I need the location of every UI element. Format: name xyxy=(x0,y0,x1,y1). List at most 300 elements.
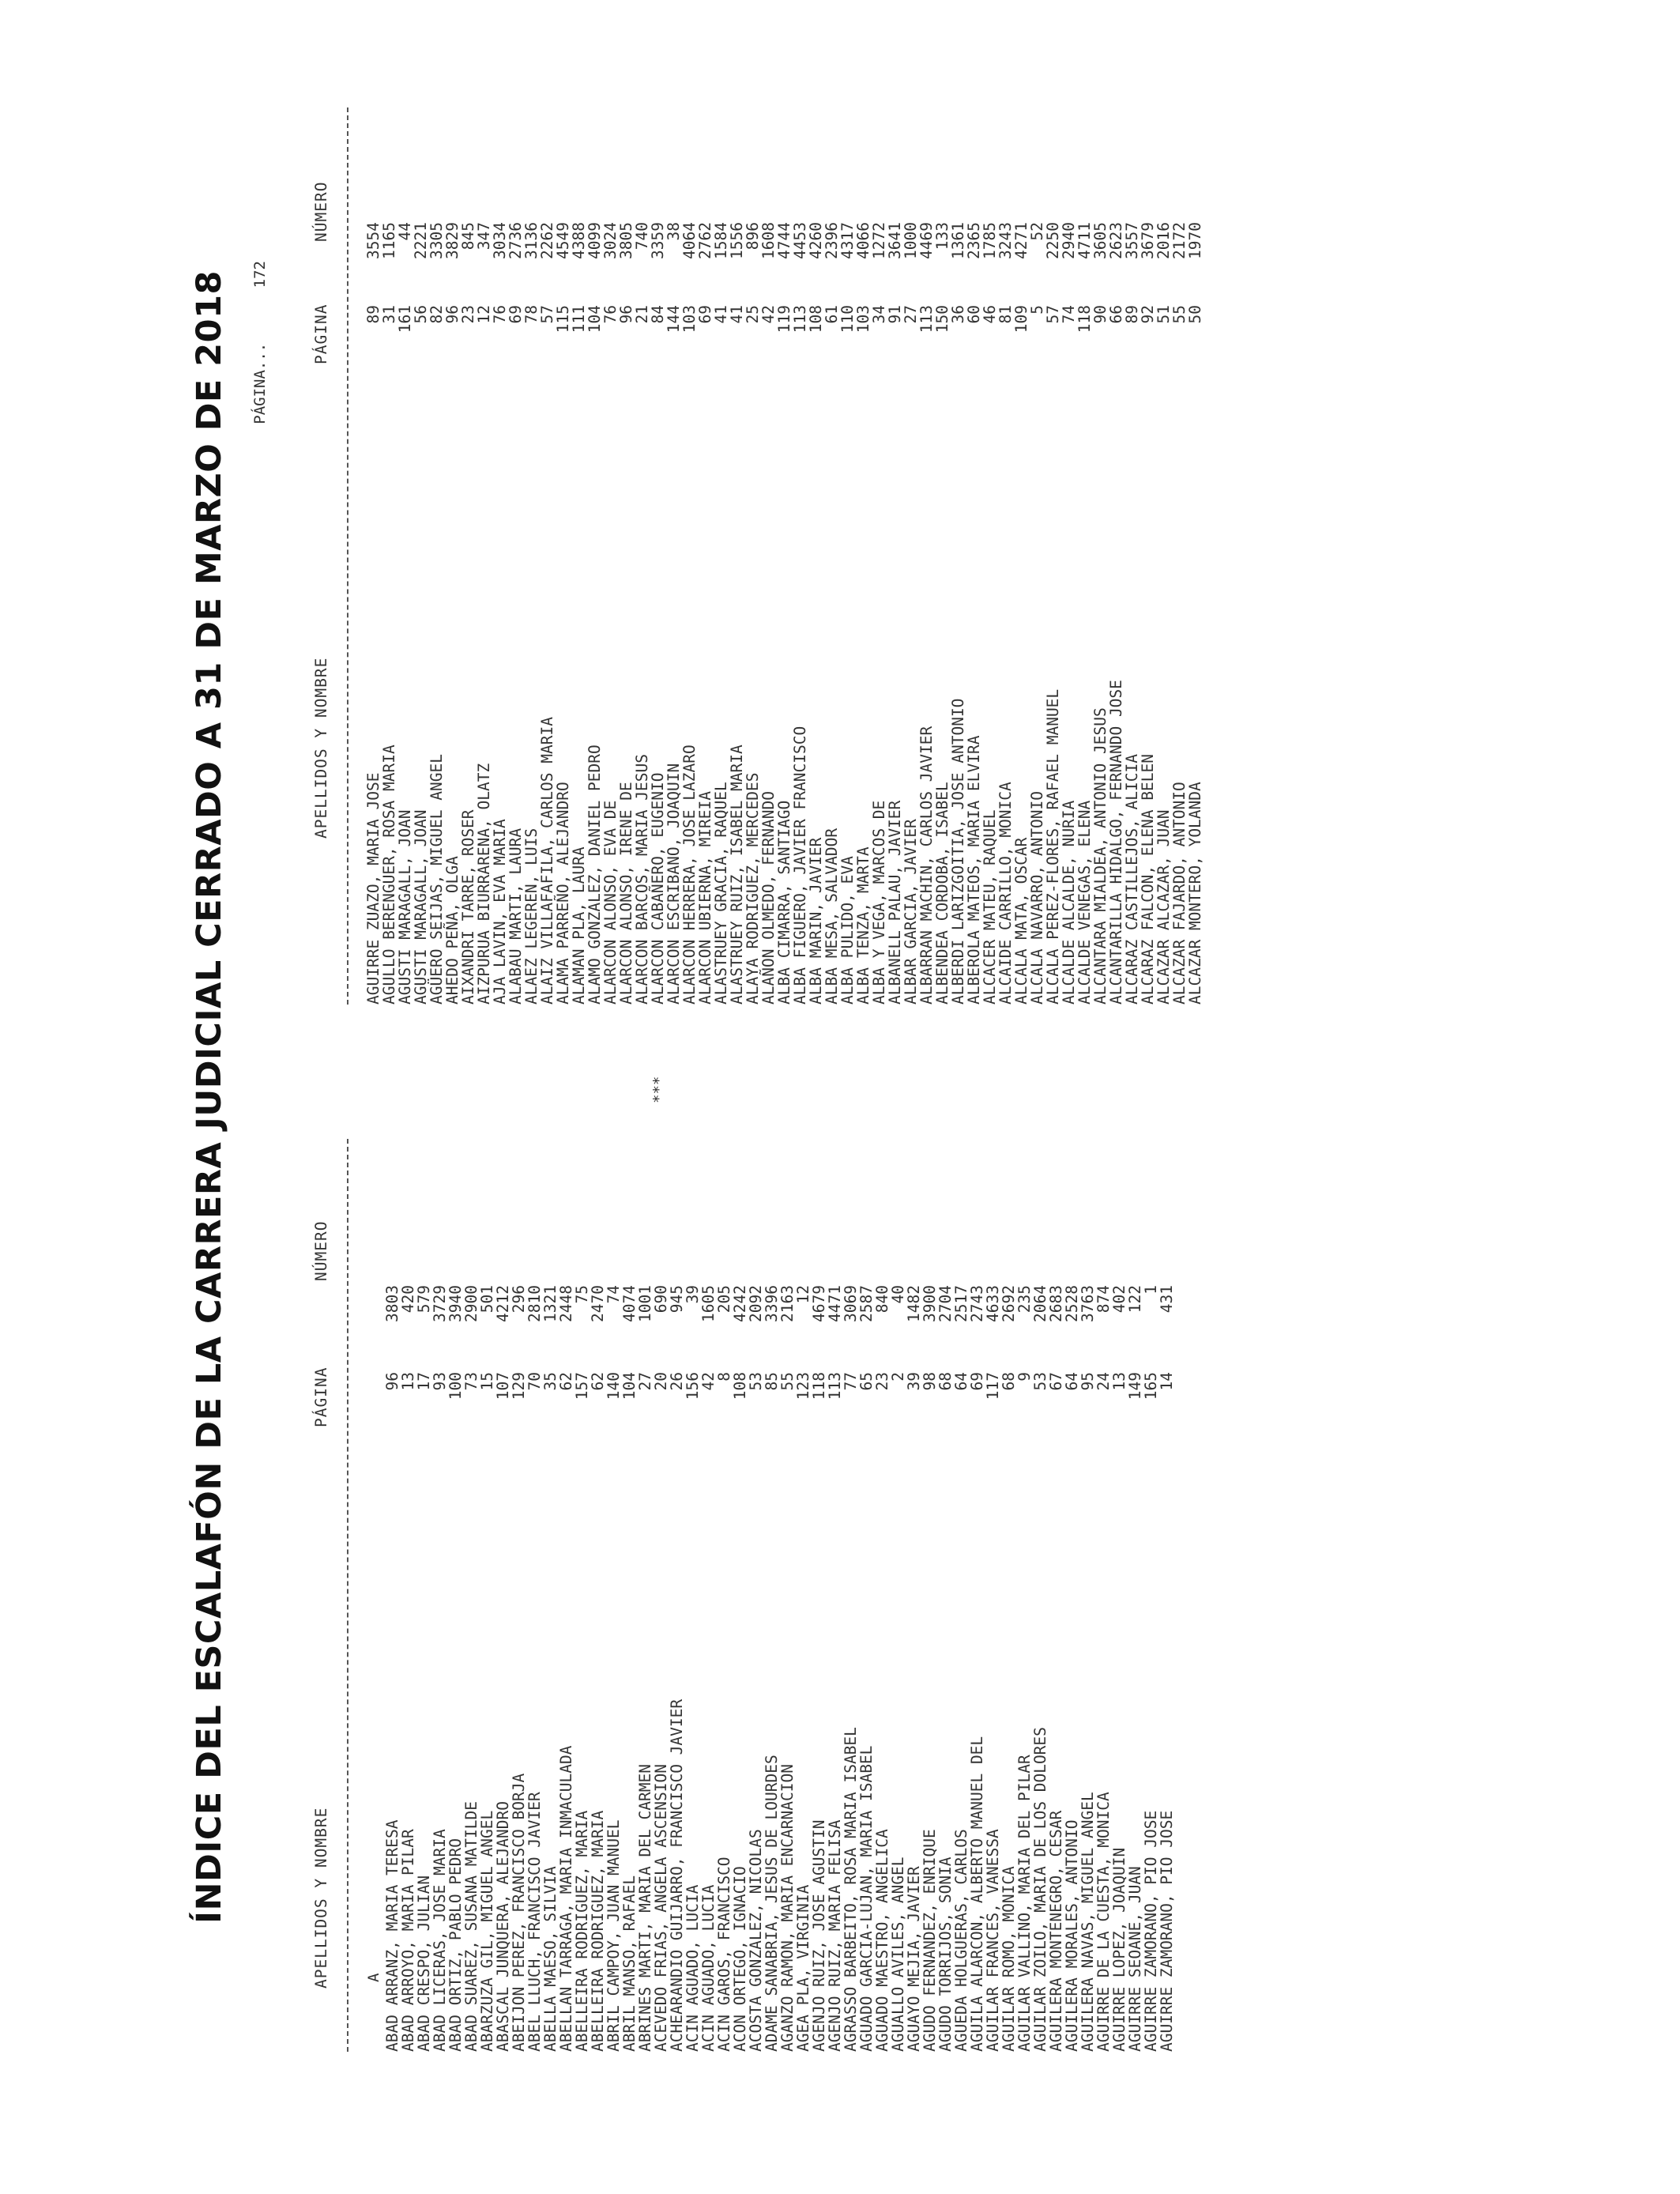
index-row xyxy=(682,107,698,1005)
row-page: 53 xyxy=(1031,1372,1049,1391)
row-number: 3900 xyxy=(921,1285,939,1322)
row-number: 2762 xyxy=(696,222,714,259)
row-page: 111 xyxy=(570,305,588,334)
row-number: 740 xyxy=(633,222,651,251)
index-row xyxy=(432,1139,448,2052)
row-number: 690 xyxy=(652,1285,670,1314)
row-name: ALBA MESA, SALVADOR xyxy=(823,827,841,1005)
index-row xyxy=(714,107,729,1005)
row-page: 46 xyxy=(981,305,999,324)
row-name: ABAD LICERAS, JOSE MARIA xyxy=(431,1829,449,2052)
row-page: 24 xyxy=(1094,1372,1113,1391)
row-name: AGUIRRE SEOANE, JUAN xyxy=(1126,1866,1144,2052)
row-page: 70 xyxy=(525,1372,544,1391)
row-page: 92 xyxy=(1139,305,1157,324)
row-page: 150 xyxy=(933,305,951,334)
row-name: AGUEDA HOLGUERAS, CARLOS xyxy=(952,1829,970,2052)
index-row xyxy=(429,107,445,1005)
row-name: AGÜERO SEIJAS, MIGUEL ANGEL xyxy=(428,754,446,1005)
row-number: 235 xyxy=(1015,1285,1034,1314)
row-page: 12 xyxy=(475,305,493,324)
row-number: 39 xyxy=(684,1285,702,1304)
index-row xyxy=(587,107,603,1005)
index-row xyxy=(508,107,524,1005)
row-name: ALARCON UBIERNA, MIREIA xyxy=(696,790,714,1005)
row-number: 2743 xyxy=(968,1285,986,1322)
index-row xyxy=(1049,1139,1064,2052)
row-page: 96 xyxy=(443,305,461,324)
row-name: ALASTRUEY GRACIA, RAQUEL xyxy=(712,782,730,1005)
row-number: 501 xyxy=(478,1285,496,1314)
row-page: 23 xyxy=(873,1372,891,1391)
row-number: 2683 xyxy=(1047,1285,1065,1322)
row-number: 431 xyxy=(1158,1285,1176,1314)
row-page: 23 xyxy=(459,305,477,324)
page-indicator xyxy=(251,261,269,424)
row-page: 104 xyxy=(620,1372,638,1400)
row-name: ACEVEDO FRIAS, ANGELA ASCENSION xyxy=(652,1764,670,2052)
row-number: 3396 xyxy=(763,1285,781,1322)
row-name: AGUDO FERNANDEZ, ENRIQUE xyxy=(921,1829,939,2052)
index-row xyxy=(619,107,635,1005)
index-row xyxy=(748,1139,764,2052)
index-row xyxy=(843,1139,859,2052)
row-page: 108 xyxy=(807,305,825,334)
row-page: 57 xyxy=(1044,305,1062,324)
row-name: ALARCON BARCOS, MARIA JESUS xyxy=(633,754,651,1005)
index-row xyxy=(543,1139,559,2052)
row-page: 39 xyxy=(905,1372,923,1391)
index-row xyxy=(998,107,1014,1005)
row-page: 27 xyxy=(902,305,920,324)
row-name: AGUILERA NAVAS, MIGUEL ANGEL xyxy=(1079,1792,1097,2052)
row-name: AGUAYO MEJIA, JAVIER xyxy=(905,1866,923,2052)
index-row xyxy=(477,107,492,1005)
row-number: 1272 xyxy=(870,222,888,259)
row-name: AGUADO MAESTRO, ANGELICA xyxy=(873,1829,891,2052)
row-number: 3554 xyxy=(364,222,382,259)
row-name: ABAD ARRANZ, MARIA TERESA xyxy=(383,1819,401,2052)
row-page: 55 xyxy=(778,1372,797,1391)
row-number: 2064 xyxy=(1031,1285,1049,1322)
page-indicator-label: PÁGINA... xyxy=(251,342,269,424)
row-name: AGENJO RUIZ, JOSE AGUSTIN xyxy=(810,1819,828,2052)
row-page: 5 xyxy=(1028,305,1046,315)
row-name: ALCACER MATEU, RAQUEL xyxy=(981,809,999,1005)
index-row xyxy=(1124,107,1140,1005)
index-row xyxy=(1080,1139,1096,2052)
row-number: 2900 xyxy=(462,1285,480,1322)
index-row xyxy=(808,107,824,1005)
row-page: 113 xyxy=(826,1372,844,1400)
index-row xyxy=(461,107,477,1005)
index-row xyxy=(1030,107,1045,1005)
row-number: 4064 xyxy=(680,222,699,259)
row-number: 2810 xyxy=(525,1285,544,1322)
row-number: 2172 xyxy=(1170,222,1188,259)
row-number: 3136 xyxy=(522,222,541,259)
row-name: ACHEARANDIO GUIJARRO, FRANCISCO JAVIER xyxy=(668,1698,686,2052)
row-number: 4469 xyxy=(917,222,936,259)
index-row xyxy=(875,1139,891,2052)
row-page: 51 xyxy=(1155,305,1173,324)
row-number: 75 xyxy=(573,1285,591,1304)
index-row xyxy=(1109,107,1124,1005)
row-name: ALCAZAR ALCAZAR, JUAN xyxy=(1155,809,1173,1005)
row-name: ALASTRUEY RUIZ, ISABEL MARIA xyxy=(728,745,746,1005)
row-page: 104 xyxy=(586,305,604,334)
row-name: ALCANTARA MIALDEA, ANTONIO JESUS xyxy=(1091,707,1109,1005)
row-number: 2092 xyxy=(747,1285,765,1322)
index-row xyxy=(1045,107,1061,1005)
row-number: 1608 xyxy=(759,222,778,259)
row-number: 133 xyxy=(933,222,951,251)
row-page: 68 xyxy=(1000,1372,1018,1391)
row-number: 4260 xyxy=(807,222,825,259)
row-page: 35 xyxy=(541,1372,559,1391)
index-row xyxy=(761,107,777,1005)
column-header xyxy=(304,1139,347,2052)
row-page: 100 xyxy=(446,1372,465,1400)
row-page: 53 xyxy=(747,1372,765,1391)
row-name: ALAEZ LEGEREN, LUIS xyxy=(522,827,541,1005)
row-name: ABELLEIRA RODRIGUEZ, MARIA xyxy=(573,1810,591,2052)
row-name: ALAÑON OLMEDO, FERNANDO xyxy=(759,790,778,1005)
row-page: 42 xyxy=(759,305,778,324)
row-name: ABARZUZA GIL, MIGUEL ANGEL xyxy=(478,1810,496,2052)
row-page: 140 xyxy=(605,1372,623,1400)
index-row xyxy=(401,1139,416,2052)
row-name: ABEIJON PEREZ, FRANCISCO BORJA xyxy=(510,1773,528,2052)
row-name: ALBARRAN MACHIN, CARLOS JAVIER xyxy=(917,726,936,1005)
row-page: 96 xyxy=(383,1372,401,1391)
index-row xyxy=(413,107,429,1005)
row-page: 78 xyxy=(522,305,541,324)
row-name: AGUIRRE ZUAZO, MARIA JOSE xyxy=(364,772,382,1005)
index-row xyxy=(954,1139,970,2052)
row-name: ABASCAL JUNQUERA, ALEJANDRO xyxy=(494,1801,512,2052)
index-row xyxy=(729,107,745,1005)
index-row xyxy=(935,107,951,1005)
row-name: AGUDO TORRIJOS, SONIA xyxy=(936,1857,955,2052)
index-row xyxy=(1033,1139,1049,2052)
row-page: 26 xyxy=(668,1372,686,1391)
row-name: ALCAZAR FAJARDO, ANTONIO xyxy=(1170,782,1188,1005)
row-page: 113 xyxy=(917,305,936,334)
row-name: ALCAZAR MONTERO, YOLANDA xyxy=(1186,782,1204,1005)
row-page: 74 xyxy=(1060,305,1078,324)
row-number: 4271 xyxy=(1012,222,1030,259)
index-row xyxy=(970,1139,985,2052)
row-number: 4744 xyxy=(775,222,793,259)
row-page: 76 xyxy=(601,305,620,324)
row-number: 205 xyxy=(715,1285,733,1314)
row-name: ADAME SANABRIA, JESUS DE LOURDES xyxy=(763,1755,781,2052)
row-number: 4711 xyxy=(1075,222,1094,259)
row-number: 1000 xyxy=(902,222,920,259)
row-number: 1605 xyxy=(699,1285,718,1322)
index-row xyxy=(590,1139,606,2052)
row-name: AGENJO RUIZ, MARIA FELISA xyxy=(826,1819,844,2052)
index-row xyxy=(698,107,714,1005)
row-page: 98 xyxy=(921,1372,939,1391)
row-name: ALAMO GONZALEZ, DANIEL PEDRO xyxy=(586,745,604,1005)
row-page: 73 xyxy=(462,1372,480,1391)
row-number: 1165 xyxy=(380,222,398,259)
row-number: 2692 xyxy=(1000,1285,1018,1322)
row-number: 402 xyxy=(1110,1285,1128,1314)
index-row xyxy=(891,1139,906,2052)
row-name: AGUILERA MONTENEGRO, CESAR xyxy=(1047,1810,1065,2052)
row-page: 68 xyxy=(936,1372,955,1391)
index-row xyxy=(733,1139,748,2052)
row-name: AJA LAVIN, EVA MARIA xyxy=(491,819,509,1005)
row-page: 89 xyxy=(364,305,382,324)
row-number: 845 xyxy=(459,222,477,251)
index-row xyxy=(856,107,872,1005)
row-name: ALAMA PARREÑO, ALEJANDRO xyxy=(554,782,572,1005)
row-number: 296 xyxy=(510,1285,528,1314)
row-page: 62 xyxy=(557,1372,575,1391)
row-number: 2704 xyxy=(936,1285,955,1322)
index-row xyxy=(985,1139,1001,2052)
row-name: ABRINES MARTI, MARIA DEL CARMEN xyxy=(636,1764,654,2052)
row-page: 108 xyxy=(731,1372,749,1400)
row-page: 2 xyxy=(889,1372,907,1382)
index-row xyxy=(495,1139,511,2052)
row-name: ALBEROLA MATEOS, MARIA ELVIRA xyxy=(965,735,983,1005)
row-number: 1001 xyxy=(636,1285,654,1322)
index-row xyxy=(796,1139,812,2052)
row-name: AGUSTI MARAGALL, JOAN xyxy=(396,809,414,1005)
row-page: 62 xyxy=(589,1372,607,1391)
row-name: ACOSTA GONZALEZ, NICOLAS xyxy=(747,1829,765,2052)
header-divider xyxy=(347,107,348,1005)
row-number: 874 xyxy=(1094,1285,1113,1314)
index-row xyxy=(366,107,382,1005)
row-page: 77 xyxy=(842,1372,860,1391)
index-row xyxy=(1001,1139,1017,2052)
index-row xyxy=(650,107,666,1005)
index-row xyxy=(701,1139,717,2052)
row-number: 4633 xyxy=(984,1285,1002,1322)
index-row xyxy=(606,1139,622,2052)
row-number: 4471 xyxy=(826,1285,844,1322)
row-page: 157 xyxy=(573,1372,591,1400)
row-page: 34 xyxy=(870,305,888,324)
row-number: 40 xyxy=(889,1285,907,1304)
row-number: 3829 xyxy=(443,222,461,259)
index-rows-left xyxy=(385,1139,1175,2052)
row-number: 2517 xyxy=(952,1285,970,1322)
row-page: 61 xyxy=(823,305,841,324)
row-page: 144 xyxy=(665,305,683,334)
row-name: ALARCON ESCRIBANO, JOAQUIN xyxy=(665,763,683,1005)
index-row xyxy=(603,107,619,1005)
index-row xyxy=(745,107,761,1005)
marker-asterisks: *** xyxy=(650,1076,668,1103)
row-number: 2587 xyxy=(857,1285,876,1322)
row-number: 4317 xyxy=(838,222,857,259)
row-number: 12 xyxy=(794,1285,812,1304)
index-row xyxy=(1140,107,1156,1005)
index-row xyxy=(527,1139,543,2052)
row-number: 2016 xyxy=(1155,222,1173,259)
row-number: 3679 xyxy=(1139,222,1157,259)
index-row xyxy=(416,1139,432,2052)
row-page: 123 xyxy=(794,1372,812,1400)
row-page: 161 xyxy=(396,305,414,334)
index-row xyxy=(559,1139,574,2052)
row-number: 3805 xyxy=(617,222,635,259)
row-number: 38 xyxy=(665,222,683,241)
index-row xyxy=(887,107,903,1005)
row-name: ABELLEIRA RODRIGUEZ, MARIA xyxy=(589,1810,607,2052)
index-row xyxy=(669,1139,685,2052)
row-page: 119 xyxy=(775,305,793,334)
row-name: AGUIRRE ZAMORANO, PIO JOSE xyxy=(1142,1810,1160,2052)
row-name: ALBENDEA CORDOBA, ISABEL xyxy=(933,782,951,1005)
row-name: ABAD SUAREZ, SUSANA MATILDE xyxy=(462,1801,480,2052)
row-number: 4242 xyxy=(731,1285,749,1322)
row-number: 2528 xyxy=(1063,1285,1081,1322)
row-page: 165 xyxy=(1142,1372,1160,1400)
row-number: 2448 xyxy=(557,1285,575,1322)
index-row xyxy=(1093,107,1109,1005)
row-number: 1970 xyxy=(1186,222,1204,259)
index-row xyxy=(1096,1139,1112,2052)
row-number: 2262 xyxy=(538,222,556,259)
index-row xyxy=(1172,107,1188,1005)
row-page: 41 xyxy=(712,305,730,324)
row-page: 90 xyxy=(1091,305,1109,324)
row-name: ABAD CRESPO, JULIAN xyxy=(415,1875,433,2052)
index-row xyxy=(492,107,508,1005)
row-number: 3024 xyxy=(601,222,620,259)
row-name: ALBA MARIN, JAVIER xyxy=(807,837,825,1005)
row-name: AGUIRRE LOPEZ, JOAQUIN xyxy=(1110,1847,1128,2052)
row-name: AGUILERA MORALES, ANTONIO xyxy=(1063,1819,1081,2052)
row-number: 3605 xyxy=(1091,222,1109,259)
row-name: AGUILAR VALLINO, MARIA DEL PILAR xyxy=(1015,1755,1034,2052)
row-page: 84 xyxy=(649,305,667,324)
row-name: ALAIZ VILLAFAFILA, CARLOS MARIA xyxy=(538,717,556,1005)
row-page: 69 xyxy=(696,305,714,324)
row-number: 2396 xyxy=(823,222,841,259)
row-name: AGUIRRE ZAMORANO, PIO JOSE xyxy=(1158,1810,1176,2052)
row-page: 17 xyxy=(415,1372,433,1391)
row-number: 3034 xyxy=(491,222,509,259)
row-number: 3641 xyxy=(886,222,904,259)
row-name: AGUALLO AVILES, ANGEL xyxy=(889,1857,907,2052)
row-page: 66 xyxy=(1107,305,1125,324)
row-number: 347 xyxy=(475,222,493,251)
row-name: ALCALA MATA, OSCAR xyxy=(1012,837,1030,1005)
row-page: 117 xyxy=(984,1372,1002,1400)
row-number: 74 xyxy=(605,1285,623,1304)
index-row xyxy=(480,1139,495,2052)
row-number: 1785 xyxy=(981,222,999,259)
row-page: 149 xyxy=(1126,1372,1144,1400)
row-number: 3729 xyxy=(431,1285,449,1322)
row-number: 3069 xyxy=(842,1285,860,1322)
row-number: 3557 xyxy=(1123,222,1141,259)
index-row xyxy=(824,107,840,1005)
index-row xyxy=(840,107,856,1005)
row-page: 65 xyxy=(857,1372,876,1391)
row-page: 64 xyxy=(1063,1372,1081,1391)
index-row xyxy=(1061,107,1077,1005)
index-row xyxy=(556,107,571,1005)
row-number: 44 xyxy=(396,222,414,241)
column-header xyxy=(304,107,347,1005)
index-row xyxy=(445,107,461,1005)
index-row xyxy=(919,107,935,1005)
index-row xyxy=(574,1139,590,2052)
row-name: ALBA PULIDO, EVA xyxy=(838,856,857,1005)
row-number: 3940 xyxy=(446,1285,465,1322)
row-page: 14 xyxy=(1158,1372,1176,1391)
row-number: 1361 xyxy=(949,222,967,259)
row-name: ABELLA MAESO, SILVIA xyxy=(541,1866,559,2052)
row-page: 107 xyxy=(494,1372,512,1400)
index-row xyxy=(638,1139,654,2052)
row-name: ALBA TENZA, MARTA xyxy=(854,846,872,1005)
page-indicator-number: 172 xyxy=(251,261,269,288)
row-number: 1584 xyxy=(712,222,730,259)
index-row xyxy=(448,1139,464,2052)
index-row xyxy=(922,1139,938,2052)
row-name: ALBERDI LARIZGOITIA, JOSE ANTONIO xyxy=(949,698,967,1005)
row-page: 60 xyxy=(965,305,983,324)
row-number: 2163 xyxy=(778,1285,797,1322)
row-name: ABAD ARROYO, MARIA PILAR xyxy=(399,1829,417,2052)
index-row xyxy=(540,107,556,1005)
document-title: ÍNDICE DEL ESCALAFÓN DE LA CARRERA JUDICIAL CERRADO A 31 DE MARZO DE 2018 xyxy=(190,270,229,1924)
row-page: 13 xyxy=(399,1372,417,1391)
row-name: ABRIL CAMPOY, JUAN MANUEL xyxy=(605,1819,623,2052)
row-name: ALCALA PEREZ-FLORES, RAFAEL MANUEL xyxy=(1044,688,1062,1005)
row-number: 1 xyxy=(1142,1285,1160,1295)
row-page: 27 xyxy=(636,1372,654,1391)
row-number: 4066 xyxy=(854,222,872,259)
row-number: 3243 xyxy=(996,222,1015,259)
row-page: 9 xyxy=(1015,1372,1034,1382)
header-page: PÁGINA xyxy=(312,1367,330,1427)
row-page: 64 xyxy=(952,1372,970,1391)
row-number: 3803 xyxy=(383,1285,401,1322)
row-number: 4388 xyxy=(570,222,588,259)
row-number: 945 xyxy=(668,1285,686,1314)
index-row xyxy=(793,107,808,1005)
row-page: 31 xyxy=(380,305,398,324)
row-name: ACIN AGUADO, LUCIA xyxy=(699,1884,718,2052)
row-name: ALAMAN PLA, LAURA xyxy=(570,846,588,1005)
header-divider xyxy=(347,1139,348,2052)
index-row xyxy=(872,107,887,1005)
index-row xyxy=(906,1139,922,2052)
row-number: 896 xyxy=(744,222,762,251)
row-name: AGUILAR ROMO, MONICA xyxy=(1000,1866,1018,2052)
index-row xyxy=(780,1139,796,2052)
row-number: 2250 xyxy=(1044,222,1062,259)
index-row xyxy=(764,1139,780,2052)
index-column-left xyxy=(304,1139,1175,2052)
row-page: 82 xyxy=(428,305,446,324)
row-name: AGUILAR ZOILO, MARIA DE LOS DOLORES xyxy=(1031,1727,1049,2052)
index-row xyxy=(1017,1139,1033,2052)
row-page: 93 xyxy=(431,1372,449,1391)
